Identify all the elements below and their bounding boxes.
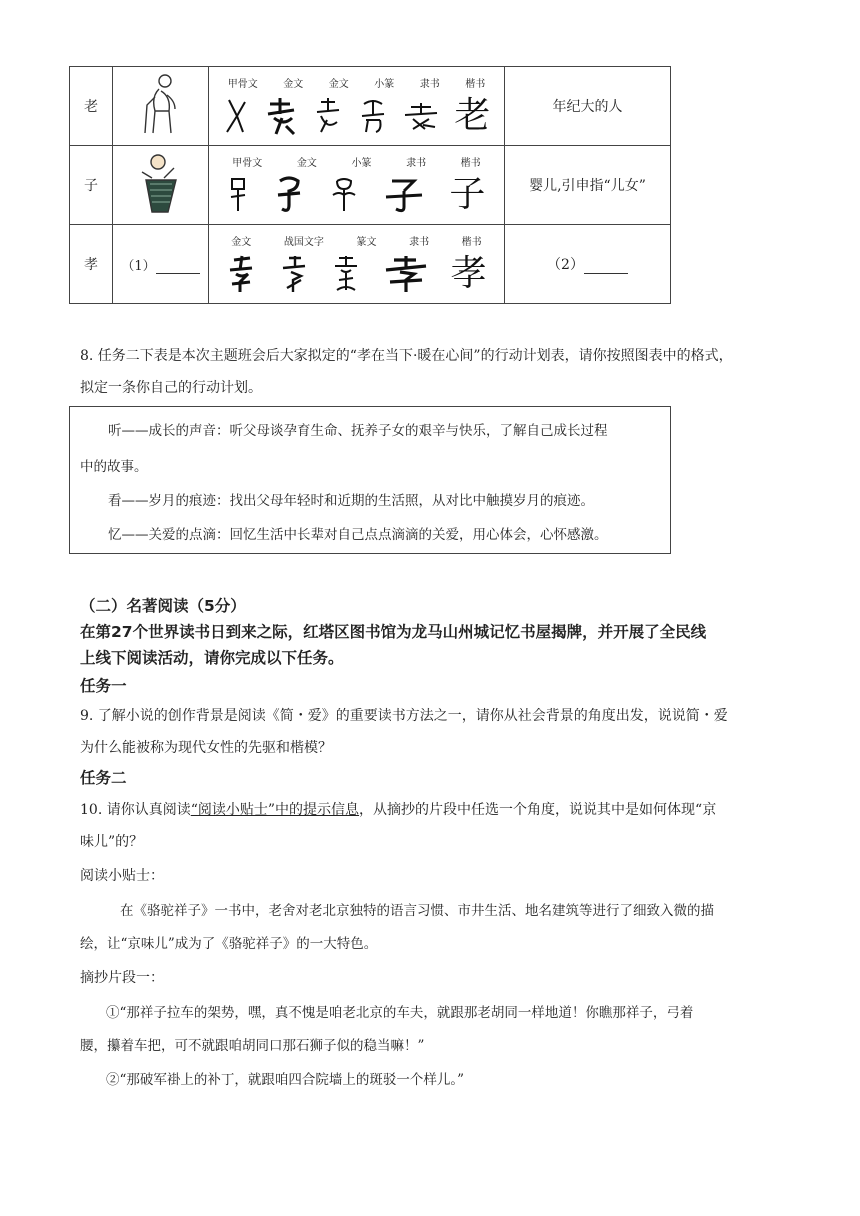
question-8-line1: 8. 任务二下表是本次主题班会后大家拟定的“孝在当下·暖在心间”的行动计划表，请你按照图表中的格式，: [80, 348, 733, 364]
plan-item-recall: 忆——关爱的点滴：回忆生活中长辈对自己点点滴滴的关爱，用心体会，心怀感激。: [108, 527, 608, 543]
bronze-glyph-icon: [264, 96, 298, 136]
plan-item-look: 看——岁月的痕迹：找出父母年轻时和近期的生活照，从对比中触摸岁月的痕迹。: [108, 493, 594, 509]
q10-pre: 10. 请你认真阅读: [80, 802, 191, 818]
regular-glyph: 老: [454, 94, 491, 136]
tips-line1: 在《骆驼祥子》一书中，老舍对老北京独特的语言习惯、市井生活、地名建筑等进行了细致入微的描: [120, 903, 714, 919]
script-label: 金文: [283, 78, 304, 90]
section-heading: （二）名著阅读（5分）: [80, 597, 246, 615]
tips-line2: 绘，让“京味儿”成为了《骆驼祥子》的一大特色。: [80, 936, 378, 952]
question-10-line2: 味儿”的？: [80, 834, 144, 850]
meaning-blank-cell: [505, 225, 671, 304]
action-plan-box: [69, 406, 671, 554]
character-cell: 子: [70, 146, 113, 225]
seal-glyph-icon: [329, 175, 359, 215]
script-forms-cell: [209, 225, 505, 304]
question-9-line1: 9. 了解小说的创作背景是阅读《简・爱》的重要读书方法之一，请你从社会背景的角度出发，说说简・爱: [80, 708, 728, 724]
question-10-line1: [80, 798, 716, 822]
script-forms-cell: [209, 146, 505, 225]
seal-glyph-icon: [331, 254, 361, 294]
excerpt-1-line2: 腰，攥着车把，可不就跟咱胡同口那石狮子似的稳当嘛！”: [80, 1038, 425, 1054]
excerpt-label: 摘抄片段一：: [80, 970, 164, 986]
character-evolution-table: [69, 66, 671, 304]
character-cell: 孝: [70, 225, 113, 304]
section-intro-line2: 上线下阅读活动，请你完成以下任务。: [80, 649, 344, 667]
script-label: 金文: [296, 157, 317, 169]
q10-post: ，从摘抄的片段中任选一个角度，说说其中是如何体现“京: [359, 802, 717, 818]
script-label: 楷书: [460, 157, 481, 169]
clerical-glyph-icon: [384, 254, 428, 294]
child-picture: [113, 146, 209, 225]
table-row: [70, 146, 671, 225]
plan-item-listen-cont: 中的故事。: [80, 459, 148, 475]
script-label: 小篆: [374, 78, 395, 90]
plan-item-listen: 听——成长的声音：听父母谈孕育生命、抚养子女的艰辛与快乐，了解自己成长过程: [108, 423, 608, 439]
seal-glyph-icon: [358, 96, 388, 136]
script-label: 金文: [231, 236, 252, 248]
clerical-glyph-icon: [403, 101, 439, 131]
excerpt-2: ②“那破军褂上的补丁，就跟咱四合院墙上的斑驳一个样儿。”: [106, 1072, 465, 1088]
blank-number: （1）: [121, 258, 156, 274]
script-label: 小篆: [351, 157, 372, 169]
bronze-glyph-icon: [226, 254, 256, 294]
q10-underlined: “阅读小贴士”中的提示信息: [190, 802, 360, 818]
character-cell: 老: [70, 67, 113, 146]
clerical-glyph-icon: [384, 175, 424, 215]
bronze-glyph-2-icon: [313, 96, 343, 136]
script-label: 甲骨文: [227, 78, 258, 90]
answer-blank[interactable]: [584, 259, 628, 274]
script-label: 篆文: [356, 236, 377, 248]
script-label: 楷书: [465, 78, 486, 90]
oracle-glyph-icon: [227, 175, 249, 215]
answer-blank[interactable]: [156, 259, 200, 274]
warring-states-glyph-icon: [279, 254, 309, 294]
regular-glyph: 子: [449, 173, 486, 215]
script-label: 隶书: [406, 157, 427, 169]
picture-blank-cell: [113, 225, 209, 304]
child-icon: [128, 150, 194, 216]
table-row: [70, 225, 671, 304]
script-label: 战国文字: [283, 236, 324, 248]
script-label: 隶书: [419, 78, 440, 90]
bronze-glyph-icon: [274, 175, 304, 215]
old-man-icon: [131, 71, 191, 137]
tips-label: 阅读小贴士：: [80, 868, 164, 884]
script-label: 甲骨文: [232, 157, 263, 169]
meaning-cell: 年纪大的人: [505, 67, 671, 146]
excerpt-1-line1: ①“那祥子拉车的架势，嘿，真不愧是咱老北京的车夫，就跟那老胡同一样地道！你瞧那祥子，弓着: [106, 1005, 694, 1021]
script-label: 金文: [328, 78, 349, 90]
script-forms-cell: [209, 67, 505, 146]
blank-number: （2）: [547, 257, 584, 273]
meaning-cell: 婴儿,引申指“儿女”: [505, 146, 671, 225]
task-1-heading: 任务一: [80, 677, 127, 695]
script-label: 隶书: [409, 236, 430, 248]
script-label: 楷书: [461, 236, 482, 248]
task-2-heading: 任务二: [80, 769, 127, 787]
regular-glyph: 孝: [450, 252, 487, 294]
table-row: [70, 67, 671, 146]
oracle-glyph-icon: [223, 96, 249, 136]
old-man-picture: [113, 67, 209, 146]
section-intro-line1: 在第27个世界读书日到来之际，红塔区图书馆为龙马山州城记忆书屋揭牌，并开展了全民线: [80, 623, 707, 641]
question-8-line2: 拟定一条你自己的行动计划。: [80, 380, 262, 396]
question-9-line2: 为什么能被称为现代女性的先驱和楷模？: [80, 740, 332, 756]
